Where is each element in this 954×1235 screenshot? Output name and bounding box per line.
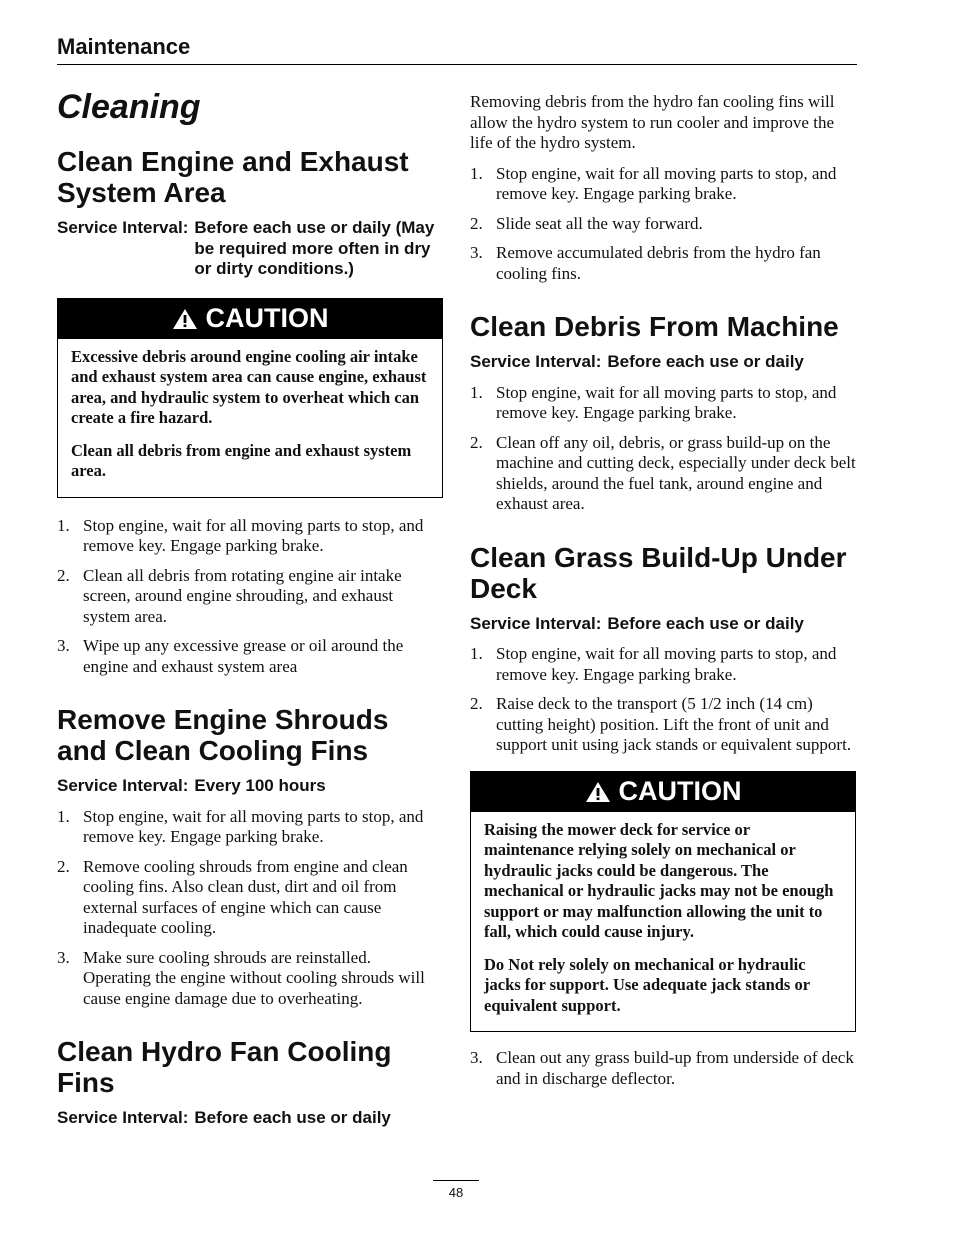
hydro-intro: Removing debris from the hydro fan cooling fins will allow the hydro system to run cooler and improve the life of the hydro system.	[470, 92, 835, 152]
list-item: 2. Raise deck to the transport (5 1/2 inch (14 cm) cutting height) position. Lift the front of unit and support unit using jack stands or equivalent support.	[470, 694, 852, 754]
service-interval	[470, 352, 856, 373]
list-item: 1. Stop engine, wait for all moving parts to stop, and remove key. Engage parking brake.	[470, 382, 837, 422]
list-item: 2. Clean all debris from rotating engine air intake screen, around engine shrouding, and exhaust system area.	[57, 565, 402, 626]
service-interval	[57, 776, 443, 797]
page-header	[57, 33, 857, 61]
list-item: 1. Stop engine, wait for all moving parts to stop, and remove key. Engage parking brake.	[470, 163, 837, 203]
caution-text: Do Not rely solely on mechanical or hydraulic jacks for support. Use adequate jack stands or equivalent support.	[484, 954, 810, 1015]
service-interval-label: Service Interval:	[57, 776, 189, 795]
service-interval-label: Service Interval:	[470, 352, 602, 371]
caution-label: CAUTION	[205, 303, 329, 333]
service-interval-value: Every 100 hours	[194, 776, 326, 795]
list-item: 1. Stop engine, wait for all moving parts to stop, and remove key. Engage parking brake.	[470, 644, 837, 684]
steps-list	[57, 516, 443, 678]
caution-text: Clean all debris from engine and exhaust system area.	[71, 440, 412, 480]
list-item: 3. Remove accumulated debris from the hydro fan cooling fins.	[470, 243, 821, 283]
warning-triangle-icon	[172, 308, 198, 330]
caution-label: CAUTION	[618, 776, 742, 806]
service-interval	[57, 218, 443, 280]
left-column	[57, 88, 443, 1139]
page-footer	[433, 1180, 479, 1205]
list-item: 2. Slide seat all the way forward.	[470, 213, 703, 233]
list-item: 2. Remove cooling shrouds from engine and clean cooling fins. Also clean dust, dirt and oil from external surfaces of engine which can cause inadequate cooling.	[57, 856, 408, 937]
service-interval-label: Service Interval:	[57, 218, 189, 237]
caution-bar	[58, 299, 442, 339]
steps-list	[470, 644, 856, 756]
heading-remove-engine-shrouds: Remove Engine Shrouds and Clean Cooling Fins	[57, 704, 389, 766]
list-item: 2. Clean off any oil, debris, or grass build-up on the machine and cutting deck, especially under deck belt shields, around the fuel tank, around engine and exhaust area.	[470, 432, 856, 513]
list-item: 1. Stop engine, wait for all moving parts to stop, and remove key. Engage parking brake.	[57, 806, 424, 846]
list-item: 3. Make sure cooling shrouds are reinstalled. Operating the engine without cooling shrouds will cause engine damage due to overheating.	[57, 947, 425, 1008]
heading-clean-grass: Clean Grass Build-Up Under Deck	[470, 541, 847, 604]
heading-clean-debris: Clean Debris From Machine	[470, 311, 839, 342]
service-interval-value: Before each use or daily (May be required more often in dry or dirty conditions.)	[194, 218, 435, 278]
caution-box	[470, 771, 856, 1033]
service-interval-value: Before each use or daily	[607, 613, 804, 633]
caution-text: Raising the mower deck for service or maintenance relying solely on mechanical or hydraulic jacks could be dangerous. The mechanical or hydraulic jacks may not be enough support or may malfunction allowing the unit to fall, which could cause injury.	[484, 819, 834, 941]
page-number: 48	[448, 1185, 464, 1200]
service-interval-label: Service Interval:	[57, 1108, 189, 1127]
caution-text: Excessive debris around engine cooling air intake and exhaust system area can cause engine, exhaust area, and hydraulic system to overheat which can create a fire hazard.	[71, 346, 427, 427]
warning-triangle-icon	[585, 781, 611, 803]
list-item: 3. Clean out any grass build-up from underside of deck and in discharge deflector.	[470, 1048, 854, 1088]
steps-list	[470, 383, 856, 515]
section-title: Maintenance	[57, 34, 191, 59]
heading-clean-hydro-fan: Clean Hydro Fan Cooling Fins	[57, 1036, 392, 1098]
caution-bar	[471, 772, 855, 812]
header-rule	[57, 64, 857, 65]
steps-list	[470, 164, 856, 285]
service-interval-value: Before each use or daily	[607, 352, 804, 371]
steps-list	[470, 1048, 856, 1089]
steps-list	[57, 807, 443, 1010]
service-interval	[57, 1108, 443, 1129]
list-item: 1. Stop engine, wait for all moving parts to stop, and remove key. Engage parking brake.	[57, 515, 424, 555]
service-interval	[470, 614, 856, 635]
right-column	[470, 92, 856, 1098]
service-interval-value: Before each use or daily	[194, 1108, 391, 1127]
service-interval-label: Service Interval:	[470, 613, 602, 633]
list-item: 3. Wipe up any excessive grease or oil around the engine and exhaust system area	[57, 636, 404, 676]
heading-clean-engine-exhaust: Clean Engine and Exhaust System Area	[57, 146, 409, 208]
caution-box	[57, 298, 443, 498]
page-title: Cleaning	[57, 88, 201, 126]
